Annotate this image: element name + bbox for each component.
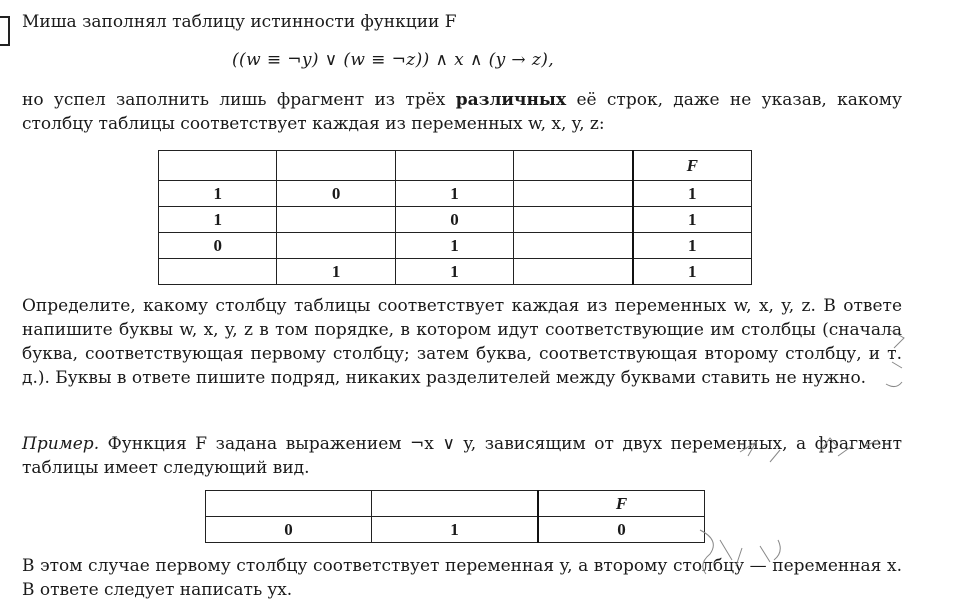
table-row [159,259,752,285]
example-cell: 1 [371,517,537,543]
example-cell-f: 0 [538,517,705,543]
table-cell: 0 [277,181,395,207]
table-cell [514,259,633,285]
table-cell: 1 [159,181,277,207]
description-part1: но успел заполнить лишь фрагмент из трёх [22,90,456,110]
header-cell-f: F [633,151,752,181]
formula: ((w ≡ ¬y) ∨ (w ≡ ¬z)) ∧ x ∧ (y → z), [232,50,555,70]
table-cell: 1 [277,259,395,285]
table-cell [514,181,633,207]
example-paragraph [22,432,902,480]
intro-text: Миша заполнял таблицу истинности функции F [22,12,457,32]
table-cell: 1 [395,259,513,285]
table-header-row [159,151,752,181]
table-cell [514,207,633,233]
table-cell: 0 [395,207,513,233]
table-cell [277,207,395,233]
table-row [159,233,752,259]
description-bold: различных [455,90,567,110]
header-cell [395,151,513,181]
example-header-cell [206,491,372,517]
header-cell [159,151,277,181]
table-cell: 1 [395,233,513,259]
example-cell: 0 [206,517,372,543]
table-cell: 1 [159,207,277,233]
table-cell-f: 1 [633,207,752,233]
truth-table [158,150,752,285]
task-text: Определите, какому столбцу таблицы соответствует каждая из переменных w, x, y, z. В ответе напишите буквы w, x, y, z в том порядке, в котором идут соответствующие им столбцы (сначала буква, соответствующая первому столбцу; затем буква, соответствующая второму столбцу, и т. д.). Буквы в ответе пишите подряд, никаких разделителей между буквами ставить не нужно. [22,296,902,388]
example-label: Пример. [22,434,100,454]
header-cell [514,151,633,181]
table-cell-f: 1 [633,233,752,259]
example-table [205,490,705,543]
table-cell [514,233,633,259]
table-cell-f: 1 [633,181,752,207]
description-part2: её строк, даже не указав, какому столбцу таблицы соответствует каждая из переменных w, x, y, z: [22,90,902,134]
description [22,88,902,136]
task-marker-box [0,16,10,46]
table-cell [277,233,395,259]
example-header-row [206,491,705,517]
table-cell-f: 1 [633,259,752,285]
header-cell [277,151,395,181]
table-cell [159,259,277,285]
conclusion-text: В этом случае первому столбцу соответствует переменная y, а второму столбцу — переменная x. В ответе следует написать yx. [22,556,902,600]
table-row [159,207,752,233]
example-header-cell [371,491,537,517]
table-cell: 0 [159,233,277,259]
table-cell: 1 [395,181,513,207]
example-text: Функция F задана выражением ¬x ∨ y, зависящим от двух переменных, а фрагмент таблицы имеет следующий вид. [22,434,902,478]
example-header-cell-f: F [538,491,705,517]
table-row [159,181,752,207]
example-row [206,517,705,543]
